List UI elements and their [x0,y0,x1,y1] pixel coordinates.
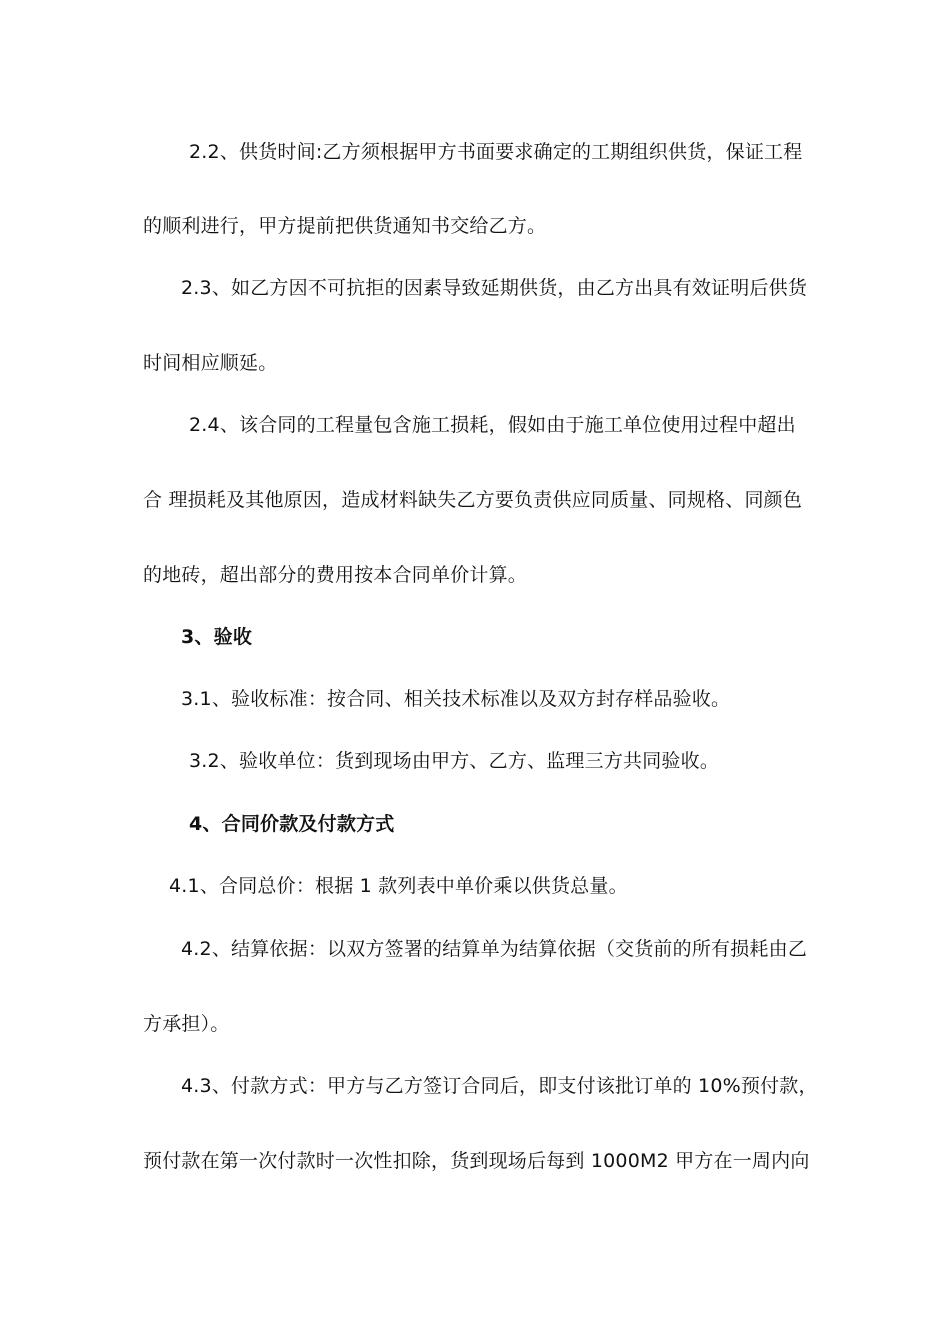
clause-2-2-line-1: 2.2、供货时间:乙方须根据甲方书面要求确定的工期组织供货，保证工程 [189,141,803,163]
clause-4-2-line-2: 方承担）。 [143,1013,230,1035]
section-4-heading: 4、合同价款及付款方式 [189,813,395,835]
clause-2-4-line-2: 合 理损耗及其他原因，造成材料缺失乙方要负责供应同质量、同规格、同颜色 [143,489,803,511]
clause-4-3-line-1: 4.3、付款方式：甲方与乙方签订合同后，即支付该批订单的 10%预付款， [181,1075,818,1097]
clause-4-2-line-1: 4.2、结算依据：以双方签署的结算单为结算依据（交货前的所有损耗由乙 [181,938,808,960]
clause-4-1: 4.1、合同总价：根据 1 款列表中单价乘以供货总量。 [169,875,628,897]
clause-2-3-line-2: 时间相应顺延。 [143,352,278,374]
section-3-heading: 3、验收 [181,626,253,648]
clause-3-1: 3.1、验收标准：按合同、相关技术标准以及双方封存样品验收。 [181,688,731,710]
clause-3-2: 3.2、验收单位：货到现场由甲方、乙方、监理三方共同验收。 [189,750,720,772]
clause-2-4-line-1: 2.4、该合同的工程量包含施工损耗，假如由于施工单位使用过程中超出 [189,414,796,436]
clause-4-3-line-2: 预付款在第一次付款时一次性扣除，货到现场后每到 1000M2 甲方在一周内向 [143,1150,810,1172]
clause-2-4-line-3: 的地砖，超出部分的费用按本合同单价计算。 [143,564,528,586]
clause-2-3-line-1: 2.3、如乙方因不可抗拒的因素导致延期供货，由乙方出具有效证明后供货 [181,277,808,299]
clause-2-2-line-2: 的顺利进行，甲方提前把供货通知书交给乙方。 [143,215,547,237]
